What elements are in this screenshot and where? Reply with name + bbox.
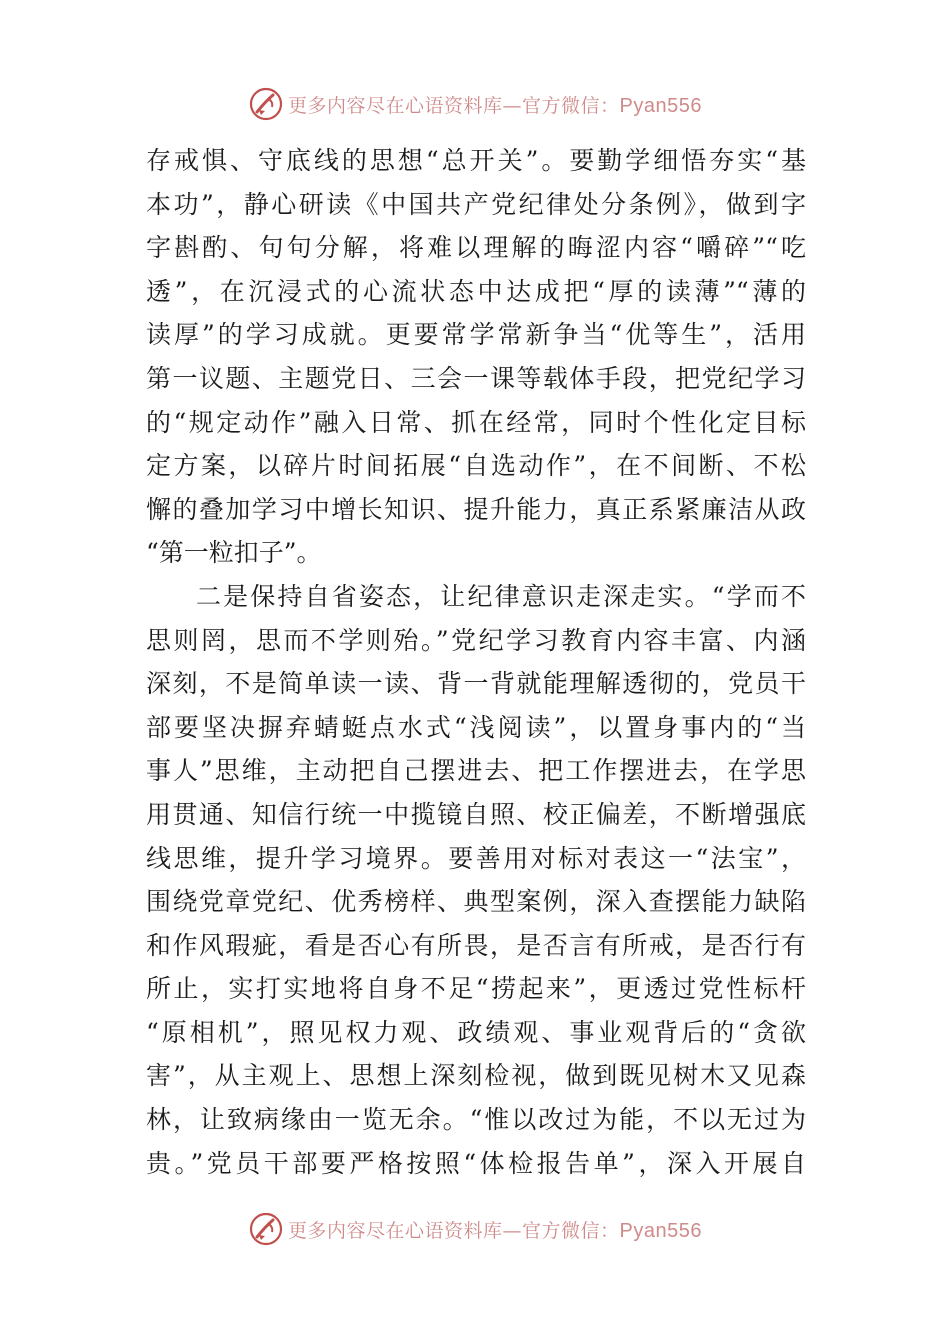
document-body xyxy=(146,139,806,1185)
text-line: 事人”思维，主动把自己摆进去、把工作摆进去，在学思 xyxy=(146,756,806,786)
watermark-site: 更多内容尽在心语资料库 xyxy=(288,1219,503,1242)
watermark-text xyxy=(288,1216,702,1243)
text-line: 线思维，提升学习境界。要善用对标对表这一“法宝”， xyxy=(146,843,806,873)
footer-watermark xyxy=(0,1209,950,1249)
text-line: 第一议题、主题党日、三会一课等载体手段，把党纪学习 xyxy=(146,363,806,393)
text-line: 贵。”党员干部要严格按照“体检报告单”，深入开展自 xyxy=(146,1148,806,1178)
text-line: 林，让致病缘由一览无余。“惟以改过为能，不以无过为 xyxy=(146,1105,806,1135)
text-line: 读厚”的学习成就。更要常学常新争当“优等生”，活用 xyxy=(146,320,806,350)
text-line: 害”，从主观上、思想上深刻检视，做到既见树木又见森 xyxy=(146,1061,806,1091)
watermark-dash: — xyxy=(502,1219,523,1242)
pen-logo-icon xyxy=(248,86,284,122)
text-line: 存戒惧、守底线的思想“总开关”。要勤学细悟夯实“基 xyxy=(146,146,806,175)
text-line: “原相机”，照见权力观、政绩观、事业观背后的“贪欲 xyxy=(146,1017,806,1047)
watermark-wechat-id: Pyan556 xyxy=(619,94,702,117)
header-watermark xyxy=(0,84,950,124)
text-line: 本功”，静心研读《中国共产党纪律处分条例》，做到字 xyxy=(146,189,806,219)
text-line: “第一粒扣子”。 xyxy=(146,538,322,568)
text-line: 字斟酌、句句分解，将难以理解的晦涩内容“嚼碎”“吃 xyxy=(146,233,806,263)
watermark-dash: — xyxy=(502,94,523,117)
watermark-text xyxy=(288,91,702,118)
text-line: 用贯通、知信行统一中揽镜自照、校正偏差，不断增强底 xyxy=(146,799,806,829)
text-line: 所止，实打实地将自身不足“捞起来”，更透过党性标杆 xyxy=(146,974,806,1004)
text-line: 深刻，不是简单读一读、背一背就能理解透彻的，党员干 xyxy=(146,669,806,699)
watermark-label: 官方微信： xyxy=(522,1219,620,1242)
pen-logo-icon xyxy=(248,1211,284,1247)
watermark-site: 更多内容尽在心语资料库 xyxy=(288,94,503,117)
text-line: 思则罔，思而不学则殆。”党纪学习教育内容丰富、内涵 xyxy=(146,625,806,655)
paragraph-start-line: 二是保持自省姿态，让纪律意识走深走实。“学而不 xyxy=(196,581,806,611)
text-line: 和作风瑕疵，看是否心有所畏，是否言有所戒，是否行有 xyxy=(146,930,806,960)
text-line: 定方案，以碎片时间拓展“自选动作”，在不间断、不松 xyxy=(146,451,806,481)
text-line: 围绕党章党纪、优秀榜样、典型案例，深入查摆能力缺陷 xyxy=(146,887,806,917)
watermark-wechat-id: Pyan556 xyxy=(619,1219,702,1242)
text-line: 部要坚决摒弃蜻蜓点水式“浅阅读”，以置身事内的“当 xyxy=(146,712,806,742)
watermark-label: 官方微信： xyxy=(522,94,620,117)
text-line: 透”，在沉浸式的心流状态中达成把“厚的读薄”“薄的 xyxy=(146,276,806,306)
text-line: 的“规定动作”融入日常、抓在经常，同时个性化定目标 xyxy=(146,407,806,437)
text-line: 懈的叠加学习中增长知识、提升能力，真正系紧廉洁从政 xyxy=(146,494,806,524)
